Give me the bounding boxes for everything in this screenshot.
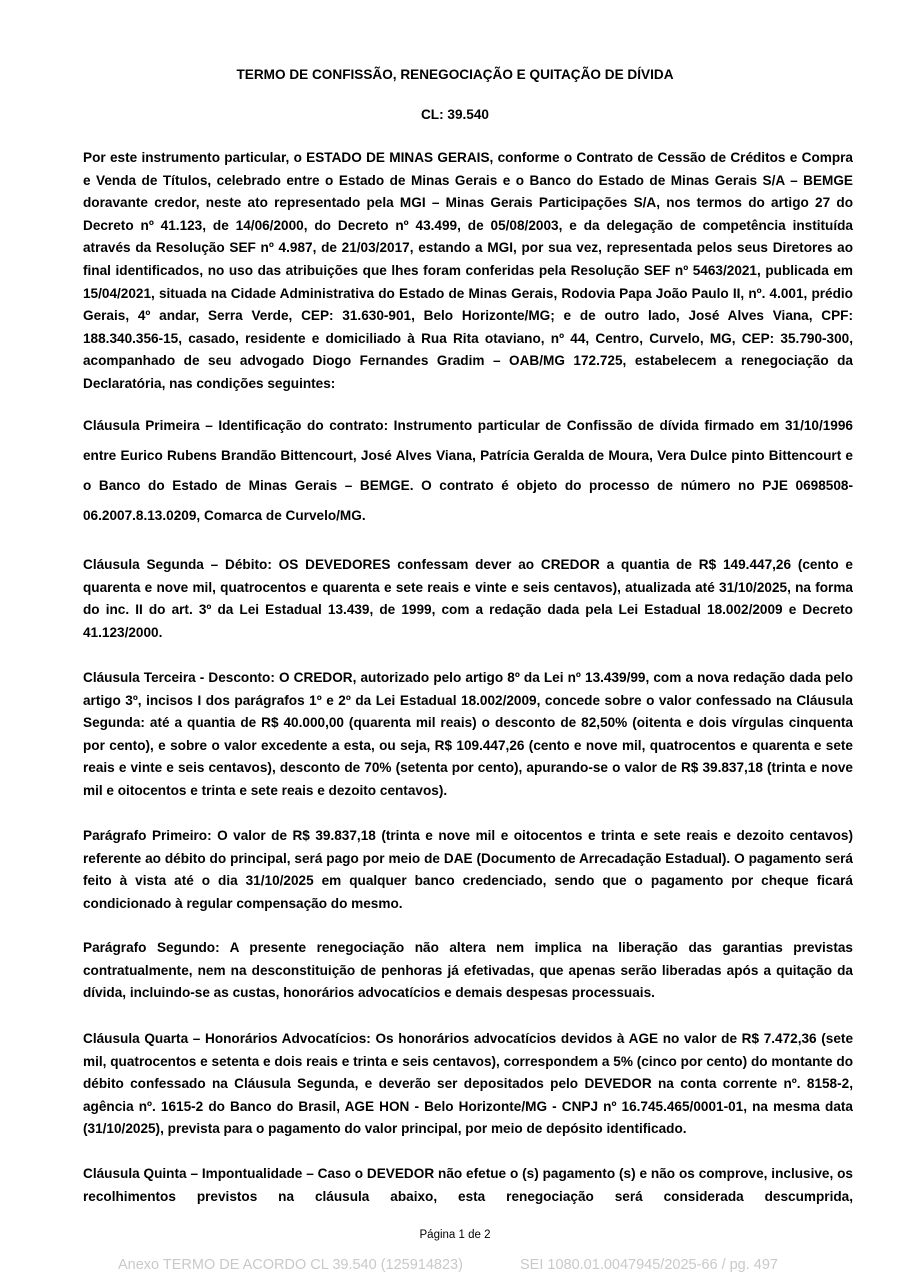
- clausula-terceira: Cláusula Terceira - Desconto: O CREDOR, autorizado pelo artigo 8º da Lei nº 13.439/99, com a nova redação dada pelo artigo 3º, incisos I dos parágrafos 1º e 2º da Lei Estadual 18.002/2009, concede sobre o valor confessado na Cláusula Segunda: até a quantia de R$ 40.000,00 (quarenta mil reais) o desconto de 82,50% (oitenta e dois vírgulas cinquenta por cento), e sobre o valor excedente a esta, ou seja, R$ 109.447,26 (cento e nove mil, quatrocentos e quarenta e sete reais e vinte e seis centavos), desconto de 70% (setenta por cento), apurando-se o valor de R$ 39.837,18 (trinta e nove mil e oitocentos e trinta e sete reais e dezoito centavos).: [83, 670, 853, 798]
- document-title: TERMO DE CONFISSÃO, RENEGOCIAÇÃO E QUITAÇÃO DE DÍVIDA: [236, 67, 674, 82]
- sei-stamp: SEI 1080.01.0047945/2025-66 / pg. 497: [520, 1257, 778, 1273]
- clausula-segunda: Cláusula Segunda – Débito: OS DEVEDORES confessam dever ao CREDOR a quantia de R$ 149.447,26 (cento e quarenta e nove mil, quatrocentos e quarenta e sete reais e vinte e seis centavos), atualizada até 31/10/2025, na forma do inc. II do art. 3º da Lei Estadual 13.439, de 1999, com a redação dada pela Lei Estadual 18.002/2009 e Decreto 41.123/2000.: [83, 557, 853, 640]
- annex-stamp: Anexo TERMO DE ACORDO CL 39.540 (125914823): [118, 1257, 463, 1273]
- clausula-primeira: Cláusula Primeira – Identificação do contrato: Instrumento particular de Confissão de dívida firmado em 31/10/1996 entre Eurico Rubens Brandão Bittencourt, José Alves Viana, Patrícia Geralda de Moura, Vera Dulce pinto Bittencourt e o Banco do Estado de Minas Gerais – BEMGE. O contrato é objeto do processo de número no PJE 0698508-06.2007.8.13.0209, Comarca de Curvelo/MG.: [83, 418, 853, 523]
- page-number: Página 1 de 2: [419, 1229, 491, 1241]
- preamble-paragraph: Por este instrumento particular, o ESTADO DE MINAS GERAIS, conforme o Contrato de Cessão de Créditos e Compra e Venda de Títulos, celebrado entre o Estado de Minas Gerais e o Banco do Estado de Minas Gerais S/A – BEMGE doravante credor, neste ato representado pela MGI – Minas Gerais Participações S/A, nos termos do artigo 27 do Decreto nº 41.123, de 14/06/2000, do Decreto nº 43.499, de 05/08/2003, e da delegação de competência instituída através da Resolução SEF nº 4.987, de 21/03/2017, estando a MGI, por sua vez, representada pelos seus Diretores ao final identificados, no uso das atribuições que lhes foram conferidas pela Resolução SEF nº 5463/2021, publicada em 15/04/2021, situada na Cidade Administrativa do Estado de Minas Gerais, Rodovia Papa João Paulo II, nº. 4.001, prédio Gerais, 4º andar, Serra Verde, CEP: 31.630-901, Belo Horizonte/MG; e de outro lado, José Alves Viana, CPF: 188.340.356-15, casado, residente e domiciliado à Rua Rita otaviano, nº 44, Centro, Curvelo, MG, CEP: 35.790-300, acompanhado de seu advogado Diogo Fernandes Gradim – OAB/MG 172.725, estabelecem a renegociação da Declaratória, nas condições seguintes:: [83, 150, 853, 391]
- clausula-quarta: Cláusula Quarta – Honorários Advocatícios: Os honorários advocatícios devidos à AGE no valor de R$ 7.472,36 (sete mil, quatrocentos e setenta e dois reais e trinta e seis centavos), correspondem a 5% (cinco por cento) do montante do débito confessado na Cláusula Segunda, e deverão ser depositados pelo DEVEDOR na conta corrente nº. 8158-2, agência nº. 1615-2 do Banco do Brasil, AGE HON - Belo Horizonte/MG - CNPJ nº 16.745.465/0001-01, na mesma data (31/10/2025), prevista para o pagamento do valor principal, por meio de depósito identificado.: [83, 1031, 853, 1137]
- paragrafo-primeiro: Parágrafo Primeiro: O valor de R$ 39.837,18 (trinta e nove mil e oitocentos e trinta e sete reais e dezoito centavos) referente ao débito do principal, será pago por meio de DAE (Documento de Arrecadação Estadual). O pagamento será feito à vista até o dia 31/10/2025 em qualquer banco credenciado, sendo que o pagamento por cheque ficará condicionado à regular compensação do mesmo.: [83, 828, 853, 911]
- cl-number: CL: 39.540: [420, 107, 489, 122]
- paragrafo-segundo: Parágrafo Segundo: A presente renegociação não altera nem implica na liberação das garantias previstas contratualmente, nem na desconstituição de penhoras já efetivadas, que apenas serão liberadas após a quitação da dívida, incluindo-se as custas, honorários advocatícios e demais despesas processuais.: [83, 940, 853, 1001]
- clausula-quinta: Cláusula Quinta – Impontualidade – Caso o DEVEDOR não efetue o (s) pagamento (s) e não os comprove, inclusive, os recolhimentos previstos na cláusula abaixo, esta renegociação será considerada descumprida,: [83, 1166, 853, 1204]
